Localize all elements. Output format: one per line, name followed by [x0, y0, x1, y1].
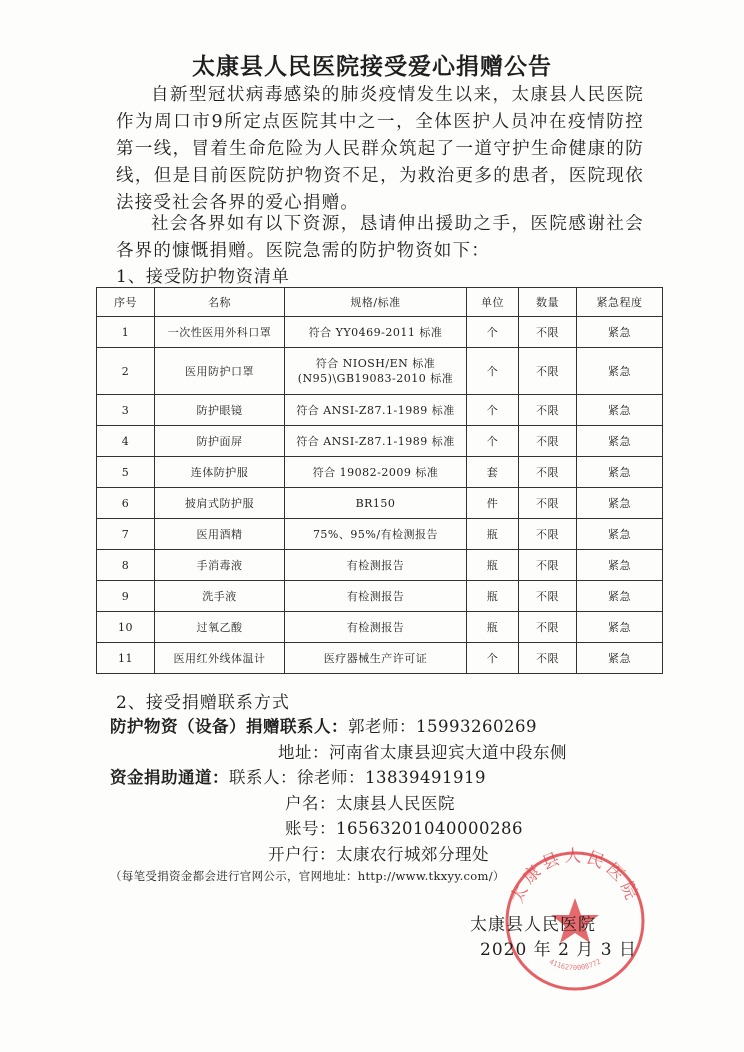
cell-spec: 符合 ANSI-Z87.1-1989 标准	[285, 395, 467, 426]
cell-qty: 不限	[519, 581, 577, 612]
header-name: 名称	[155, 288, 285, 317]
cell-urgency: 紧急	[577, 581, 663, 612]
table-row	[97, 317, 663, 348]
signature-block	[470, 913, 637, 963]
cell-unit: 套	[467, 457, 519, 488]
cell-spec: 符合 YY0469-2011 标准	[285, 317, 467, 348]
table-row	[97, 426, 663, 457]
cell-qty: 不限	[519, 612, 577, 643]
cell-spec: 符合 19082-2009 标准	[285, 457, 467, 488]
cell-qty: 不限	[519, 643, 577, 674]
table-row	[97, 488, 663, 519]
table-row	[97, 457, 663, 488]
cell-name: 连体防护服	[155, 457, 285, 488]
cell-name: 医用红外线体温计	[155, 643, 285, 674]
table-row	[97, 643, 663, 674]
website-note: （每笔受捐资金都会进行官网公示，官网地址：http://www.tkxyy.com/）	[110, 869, 505, 883]
header-unit: 单位	[467, 288, 519, 317]
cell-spec: 有检测报告	[285, 612, 467, 643]
bank-row: 开户行：太康农行城郊分理处	[268, 844, 489, 864]
cell-qty: 不限	[519, 550, 577, 581]
table-row	[97, 612, 663, 643]
cell-unit: 瓶	[467, 612, 519, 643]
cell-unit: 瓶	[467, 550, 519, 581]
cell-urgency: 紧急	[577, 317, 663, 348]
svg-text:4116270008772: 4116270008772	[547, 957, 603, 973]
table-header-row	[97, 288, 663, 317]
cell-no: 1	[97, 317, 155, 348]
table-row	[97, 550, 663, 581]
cell-no: 11	[97, 643, 155, 674]
intro-paragraph: 自新型冠状病毒感染的肺炎疫情发生以来，太康县人民医院作为周口市9所定点医院其中之一，全体医护人员冲在疫情防控第一线，冒着生命危险为人民群众筑起了一道守护生命健康的防线，但是目前医院防护物资不足，为救治更多的患者，医院现依法接受社会各界的爱心捐赠。	[116, 85, 644, 213]
cell-urgency: 紧急	[577, 612, 663, 643]
header-spec: 规格/标准	[285, 288, 467, 317]
cell-unit: 个	[467, 426, 519, 457]
account-number-row: 账号：16563201040000286	[285, 819, 523, 838]
cell-no: 3	[97, 395, 155, 426]
table-row	[97, 519, 663, 550]
appeal-paragraph: 社会各界如有以下资源，恳请伸出援助之手，医院感谢社会各界的慷慨捐赠。医院急需的防护物资如下：	[116, 214, 644, 261]
section-heading-supplies: 1、接受防护物资清单	[116, 267, 290, 287]
cell-urgency: 紧急	[577, 643, 663, 674]
cell-spec: 符合 ANSI-Z87.1-1989 标准	[285, 426, 467, 457]
cell-urgency: 紧急	[577, 348, 663, 395]
cell-name: 医用防护口罩	[155, 348, 285, 395]
svg-text:太康县人民医院: 太康县人民医院	[507, 846, 643, 907]
supplies-contact-label: 防护物资（设备）捐赠联系人：	[110, 717, 348, 736]
cell-spec: 符合 NIOSH/EN 标准 (N95)\GB19083-2010 标准	[285, 348, 467, 395]
cell-no: 8	[97, 550, 155, 581]
cell-qty: 不限	[519, 488, 577, 519]
cell-urgency: 紧急	[577, 550, 663, 581]
supplies-contact-person: 郭老师：15993260269	[348, 717, 537, 736]
cell-no: 5	[97, 457, 155, 488]
supplies-table	[96, 287, 663, 674]
cell-name: 过氧乙酸	[155, 612, 285, 643]
cell-no: 7	[97, 519, 155, 550]
cell-name: 披肩式防护服	[155, 488, 285, 519]
contact-block	[110, 714, 670, 867]
cell-qty: 不限	[519, 519, 577, 550]
funds-contact-row	[110, 765, 670, 791]
cell-unit: 瓶	[467, 519, 519, 550]
cell-spec: 有检测报告	[285, 581, 467, 612]
cell-qty: 不限	[519, 457, 577, 488]
section-heading-contact: 2、接受捐赠联系方式	[116, 693, 290, 713]
cell-name: 手消毒液	[155, 550, 285, 581]
table-row	[97, 581, 663, 612]
cell-qty: 不限	[519, 348, 577, 395]
table-row	[97, 348, 663, 395]
cell-urgency: 紧急	[577, 488, 663, 519]
cell-unit: 个	[467, 317, 519, 348]
header-urgency: 紧急程度	[577, 288, 663, 317]
cell-unit: 瓶	[467, 581, 519, 612]
cell-qty: 不限	[519, 317, 577, 348]
cell-urgency: 紧急	[577, 519, 663, 550]
page-title: 太康县人民医院接受爱心捐赠公告	[192, 54, 552, 80]
cell-qty: 不限	[519, 426, 577, 457]
cell-spec: 医疗器械生产许可证	[285, 643, 467, 674]
cell-spec: 有检测报告	[285, 550, 467, 581]
cell-urgency: 紧急	[577, 426, 663, 457]
cell-unit: 个	[467, 643, 519, 674]
cell-spec: 75%、95%/有检测报告	[285, 519, 467, 550]
cell-no: 10	[97, 612, 155, 643]
cell-name: 洗手液	[155, 581, 285, 612]
supplies-contact-row	[110, 714, 670, 740]
cell-name: 一次性医用外科口罩	[155, 317, 285, 348]
funds-contact-person: 联系人：徐老师：13839491919	[229, 768, 486, 787]
address-row: 地址：河南省太康县迎宾大道中段东侧	[278, 742, 567, 762]
cell-name: 防护面屏	[155, 426, 285, 457]
signature-org: 太康县人民医院	[470, 915, 596, 935]
cell-no: 6	[97, 488, 155, 519]
header-no: 序号	[97, 288, 155, 317]
cell-unit: 件	[467, 488, 519, 519]
cell-no: 9	[97, 581, 155, 612]
cell-unit: 个	[467, 395, 519, 426]
header-qty: 数量	[519, 288, 577, 317]
cell-name: 防护眼镜	[155, 395, 285, 426]
cell-urgency: 紧急	[577, 457, 663, 488]
funds-contact-label: 资金捐助通道：	[110, 768, 229, 787]
cell-urgency: 紧急	[577, 395, 663, 426]
account-name-row: 户名：太康县人民医院	[285, 793, 455, 813]
cell-qty: 不限	[519, 395, 577, 426]
cell-unit: 个	[467, 348, 519, 395]
cell-name: 医用酒精	[155, 519, 285, 550]
cell-spec: BR150	[285, 488, 467, 519]
signature-date: 2020 年 2 月 3 日	[480, 940, 637, 960]
table-row	[97, 395, 663, 426]
cell-no: 2	[97, 348, 155, 395]
cell-no: 4	[97, 426, 155, 457]
